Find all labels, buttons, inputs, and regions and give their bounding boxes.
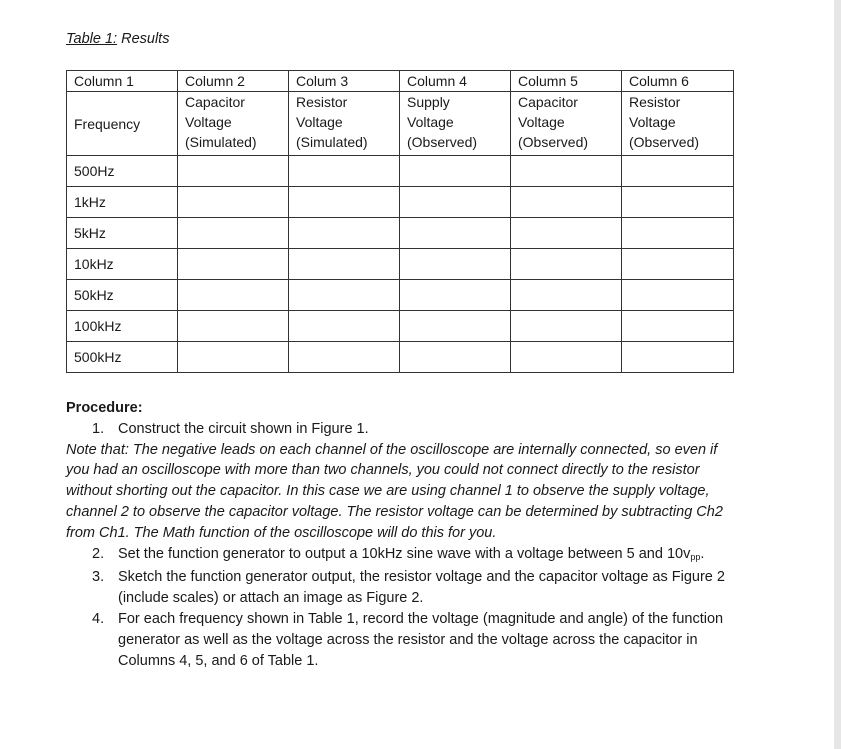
- data-cell[interactable]: [511, 342, 622, 373]
- data-cell[interactable]: [511, 218, 622, 249]
- frequency-cell: 50kHz: [67, 280, 178, 311]
- data-cell[interactable]: [400, 218, 511, 249]
- data-cell[interactable]: [178, 218, 289, 249]
- procedure-step-2: [66, 544, 726, 568]
- table-row: [67, 218, 734, 249]
- data-cell[interactable]: [622, 249, 734, 280]
- data-cell[interactable]: [400, 156, 511, 187]
- table-row: [67, 311, 734, 342]
- procedure-note: Note that: The negative leads on each channel of the oscilloscope are internally connected, so even if you had an oscilloscope with more than two channels, you could not connect directly to the resistor without shorting out the capacitor. In this case we are using channel 1 to observe the supply voltage, channel 2 to observe the capacitor voltage. The resistor voltage can be determined by subtracting Ch2 from Ch1. The Math function of the oscilloscope will do this for you.: [66, 441, 723, 541]
- column-desc-line: Voltage: [185, 114, 232, 130]
- data-cell[interactable]: [289, 311, 400, 342]
- procedure-step-1: [66, 419, 726, 440]
- table-caption-label: Table 1:: [66, 31, 118, 47]
- frequency-cell: 10kHz: [67, 249, 178, 280]
- data-cell[interactable]: [622, 187, 734, 218]
- step-text: Set the function generator to output a 10kHz sine wave with a voltage between 5 and 10v: [118, 545, 691, 562]
- table-row: [67, 249, 734, 280]
- column-desc-line: Resistor: [629, 94, 681, 110]
- column-desc-line: Voltage: [518, 114, 565, 130]
- header-row-descriptions: [67, 92, 734, 156]
- data-cell[interactable]: [289, 187, 400, 218]
- table-row: [67, 342, 734, 373]
- results-table: [66, 70, 734, 373]
- column-desc-line: Voltage: [296, 114, 343, 130]
- data-cell[interactable]: [400, 342, 511, 373]
- step-text: Construct the circuit shown in Figure 1.: [118, 420, 369, 437]
- data-cell[interactable]: [622, 218, 734, 249]
- procedure-section: [66, 398, 726, 671]
- data-cell[interactable]: [511, 311, 622, 342]
- step-unit-subscript: pp: [690, 551, 701, 562]
- frequency-cell: 500Hz: [67, 156, 178, 187]
- step-number: 1.: [92, 420, 105, 437]
- column-desc: [289, 92, 400, 156]
- data-cell[interactable]: [400, 249, 511, 280]
- column-desc-line: Supply: [407, 94, 450, 110]
- column-desc-line: (Simulated): [296, 134, 368, 150]
- table-row: [67, 187, 734, 218]
- data-cell[interactable]: [178, 187, 289, 218]
- data-cell[interactable]: [622, 156, 734, 187]
- table-caption-title: Results: [121, 31, 170, 47]
- data-cell[interactable]: [400, 311, 511, 342]
- step-number: 3.: [92, 569, 105, 586]
- column-desc-line: (Observed): [629, 134, 700, 150]
- data-cell[interactable]: [178, 249, 289, 280]
- page-edge-strip: [834, 0, 841, 749]
- step-text-tail: .: [700, 545, 705, 562]
- data-cell[interactable]: [289, 218, 400, 249]
- procedure-steps: [66, 419, 726, 440]
- column-desc-line: Capacitor: [185, 94, 245, 110]
- step-text: For each frequency shown in Table 1, record the voltage (magnitude and angle) of the function generator as well as the voltage across the resistor and the voltage across the capacitor in Columns 4, 5, and 6 of Table 1.: [118, 610, 724, 669]
- column-header: Column 2: [178, 71, 289, 92]
- column-desc: [622, 92, 734, 156]
- data-cell[interactable]: [400, 280, 511, 311]
- column-desc-line: Capacitor: [518, 94, 578, 110]
- column-header: Colum 3: [289, 71, 400, 92]
- column-desc-line: Voltage: [407, 114, 454, 130]
- frequency-cell: 1kHz: [67, 187, 178, 218]
- data-cell[interactable]: [511, 249, 622, 280]
- data-cell[interactable]: [178, 311, 289, 342]
- frequency-cell: 500kHz: [67, 342, 178, 373]
- column-desc-line: Resistor: [296, 94, 348, 110]
- frequency-cell: 5kHz: [67, 218, 178, 249]
- column-desc: [400, 92, 511, 156]
- procedure-title: Procedure:: [66, 400, 143, 416]
- header-row-column-names: [67, 71, 734, 92]
- column-desc-line: Voltage: [629, 114, 676, 130]
- frequency-cell: 100kHz: [67, 311, 178, 342]
- column-header: Column 1: [67, 71, 178, 92]
- step-number: 4.: [92, 610, 105, 627]
- data-cell[interactable]: [511, 156, 622, 187]
- data-cell[interactable]: [511, 187, 622, 218]
- data-cell[interactable]: [178, 280, 289, 311]
- column-desc-line: Frequency: [74, 115, 141, 132]
- column-header: Column 6: [622, 71, 734, 92]
- column-header: Column 5: [511, 71, 622, 92]
- column-desc-line: (Observed): [518, 134, 589, 150]
- data-cell[interactable]: [289, 156, 400, 187]
- procedure-steps-continued: [66, 544, 726, 672]
- procedure-step-3: [66, 567, 726, 609]
- data-cell[interactable]: [622, 311, 734, 342]
- step-text: Sketch the function generator output, the resistor voltage and the capacitor voltage as Figure 2 (include scales) or attach an image as Figure 2.: [118, 569, 725, 607]
- data-cell[interactable]: [289, 249, 400, 280]
- procedure-step-4: [66, 609, 726, 671]
- column-desc: [178, 92, 289, 156]
- table-row: [67, 156, 734, 187]
- column-desc: [511, 92, 622, 156]
- data-cell[interactable]: [289, 280, 400, 311]
- column-desc-line: (Simulated): [185, 134, 257, 150]
- data-cell[interactable]: [622, 280, 734, 311]
- data-cell[interactable]: [178, 342, 289, 373]
- column-desc: [67, 92, 178, 156]
- column-header: Column 4: [400, 71, 511, 92]
- data-cell[interactable]: [622, 342, 734, 373]
- data-cell[interactable]: [400, 187, 511, 218]
- column-desc-line: (Observed): [407, 134, 478, 150]
- table-row: [67, 280, 734, 311]
- data-cell[interactable]: [511, 280, 622, 311]
- data-cell[interactable]: [289, 342, 400, 373]
- step-number: 2.: [92, 545, 105, 562]
- data-cell[interactable]: [178, 156, 289, 187]
- table-caption: [66, 31, 169, 47]
